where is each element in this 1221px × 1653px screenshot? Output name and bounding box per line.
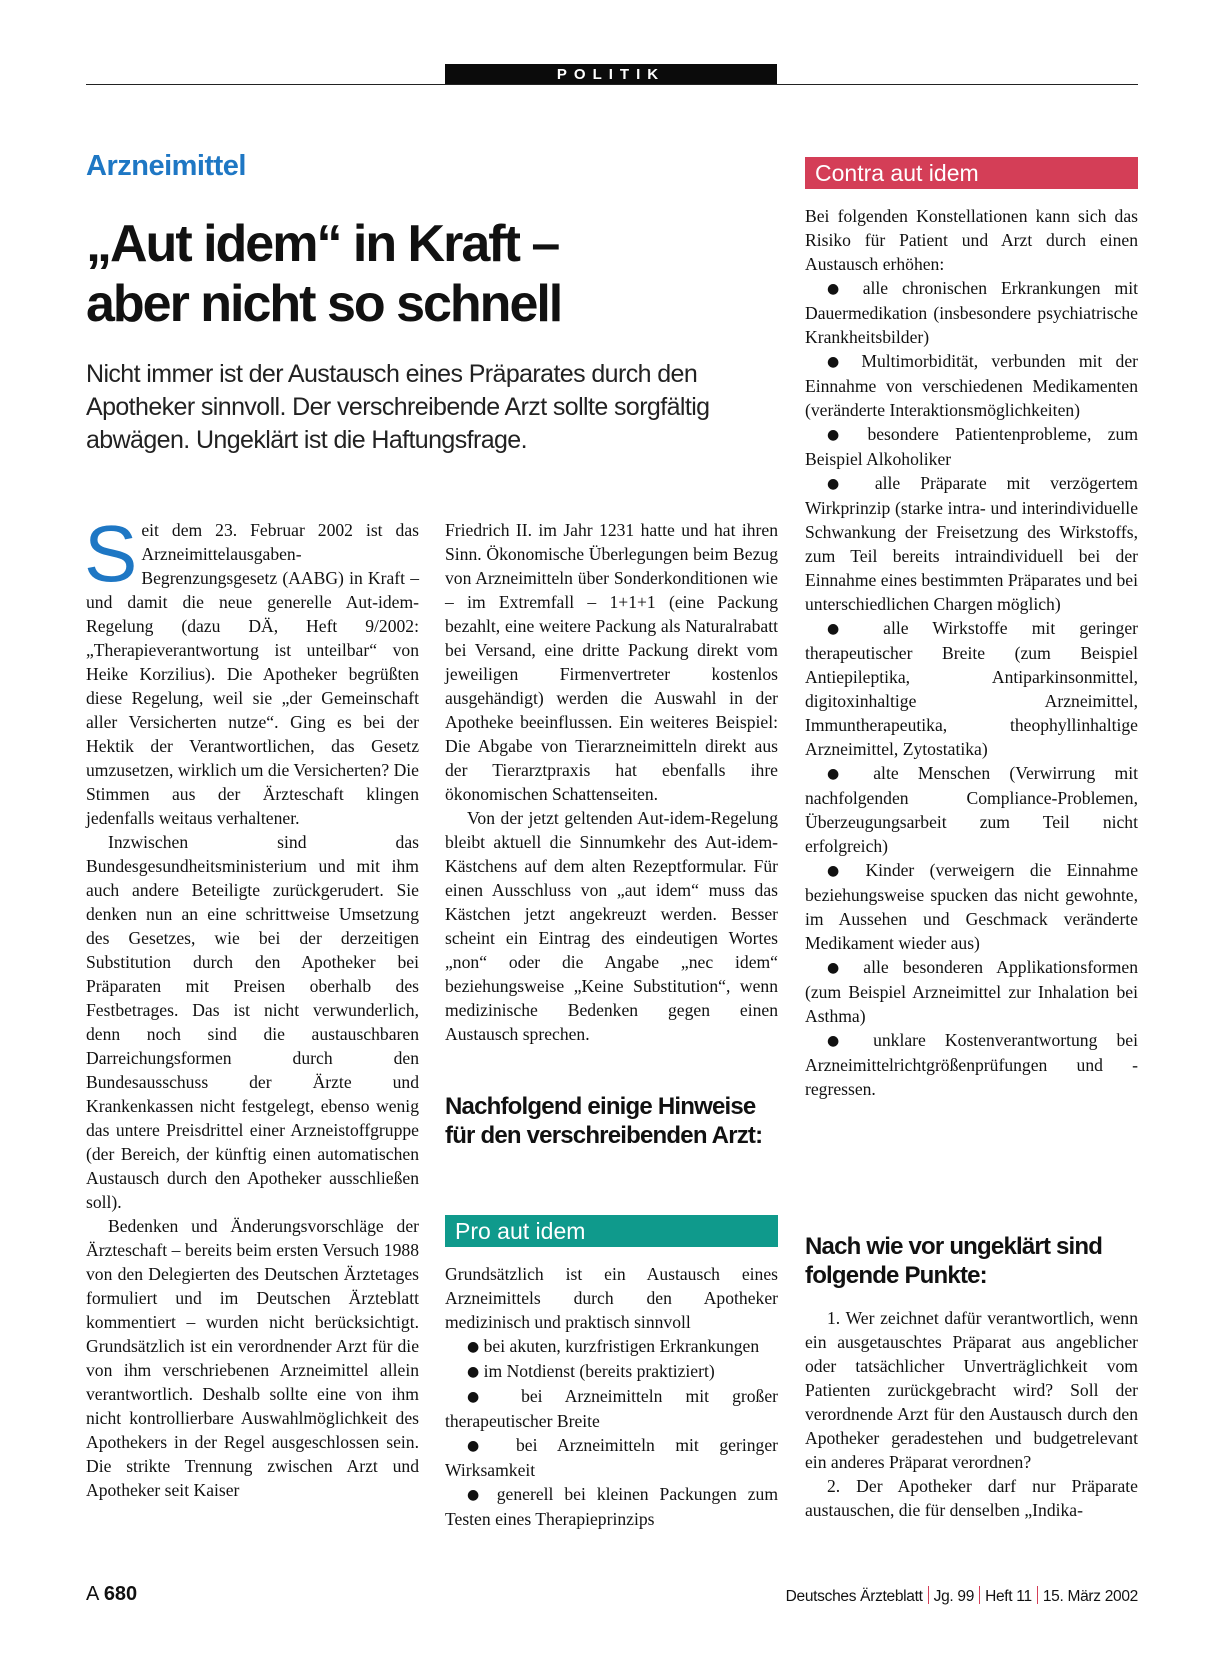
header-rule: [86, 84, 1138, 85]
separator: [979, 1586, 980, 1604]
bullet-icon: ●: [827, 1033, 854, 1049]
bullet-icon: ●: [467, 1389, 498, 1405]
article-column-1: [84, 509, 419, 1502]
open-questions-heading: Nach wie vor ungeklärt sind folgende Punkte:: [805, 1233, 1103, 1289]
paragraph: Friedrich II. im Jahr 1231 hatte und hat ihren Sinn. Ökonomische Überlegungen beim Bezug von Arzneimitteln über Sonderkonditionen wie – im Extremfall – 1+1+1 (eine Packung bezahlt, eine weitere Packung als Naturalrabatt bei Versand, eine dritte Packung direkt vom jeweiligen Firmenvertreter kostenlos ausgehändigt) werden die Auswahl in der Apotheke beeinflussen. Ein weiteres Beispiel: Die Abgabe von Tierarzneimitteln direkt aus der Tierarztpraxis hat ebenfalls ihre ökonomischen Schattenseiten.: [445, 520, 778, 804]
bullet-icon: ●: [467, 1364, 480, 1380]
paragraph: Bedenken und Änderungsvorschläge der Ärzteschaft – bereits beim ersten Versuch 1988 von den Delegierten des Deutschen Ärztetages formuliert und im Deutschen Ärzteblatt kommentiert – wurden nicht berücksichtigt. Grundsätzlich ist ein verordnender Arzt für die von ihm verschriebenen Arzneimittel allein verantwortlich. Deshalb sollte eine von ihm nicht kontrollierbare Auswahlmöglichkeit des Apothekers in der Regel ausgeschlossen sein. Die strikte Trennung zwischen Arzt und Apotheker seit Kaiser: [86, 1216, 419, 1500]
list-item: ● unklare Kostenverantwortung bei Arzneimittelrichtgrößenprüfungen und -regressen.: [805, 1030, 1138, 1099]
paragraph: eit dem 23. Februar 2002 ist das Arzneimittelausgaben-Begrenzungsgesetz (AABG) in Kraft – und damit die neue generelle Aut-idem-Regelung (dazu DÄ, Heft 9/2002: „Therapieverantwortung ist unteilbar“ von Heike Korzilius). Die Apotheker begrüßten diese Regelung, weil sie „der Gemeinschaft aller Versicherten nutze“. Ging es bei der Hektik der Verantwortlichen, das Gesetz umzusetzen, wirklich um die Versicherten? Die Stimmen aus der Ärzteschaft klingen jedenfalls weitaus verhaltener.: [86, 520, 419, 828]
journal-name: Deutsches Ärzteblatt: [785, 1588, 923, 1605]
list-item: ● besondere Patientenprobleme, zum Beispiel Alkoholiker: [805, 424, 1138, 469]
list-item: ● bei Arzneimitteln mit geringer Wirksamkeit: [445, 1435, 778, 1480]
bullet-icon: ●: [467, 1438, 496, 1454]
section-label: POLITIK: [445, 64, 777, 85]
bullet-icon: ●: [827, 281, 849, 297]
bullet-icon: ●: [467, 1487, 486, 1503]
page-number: A 680: [86, 1583, 138, 1605]
bullet-icon: ●: [827, 766, 855, 782]
bullet-icon: ●: [827, 354, 849, 370]
article-lead: Nicht immer ist der Austausch eines Präparates durch den Apotheker sinnvoll. Der verschreibende Arzt sollte sorgfältig abwägen. Ungeklärt ist die Haftungsfrage.: [86, 360, 710, 454]
list-item: ● bei Arzneimitteln mit großer therapeutischer Breite: [445, 1386, 779, 1431]
article-kicker: Arzneimittel: [86, 150, 246, 182]
list-item: ● im Notdienst (bereits praktiziert): [467, 1361, 715, 1381]
list-item: ● alle chronischen Erkrankungen mit Dauermedikation (insbesondere psychiatrische Krankheitsbilder): [805, 278, 1138, 347]
headline-line-1: „Aut idem“ in Kraft –: [86, 215, 559, 273]
open-questions-body: [805, 1306, 1138, 1522]
list-item: ● Kinder (verweigern die Einnahme beziehungsweise spucken das nicht gewohnte, im Aussehen und Geschmack veränderte Medikament wieder aus): [805, 860, 1138, 953]
article-column-2: [445, 518, 778, 1046]
bullet-icon: ●: [827, 427, 852, 443]
list-item: 1. Wer zeichnet dafür verantwortlich, wenn ein ausgetauschtes Präparat aus angeblicher oder tatsächlicher Unverträglichkeit vom Patienten zurückgebracht wird? Soll der verordnende Arzt für den Austausch durch den Apotheker geradestehen und budgetrelevant ein anderes Präparat verordnen?: [805, 1308, 1138, 1472]
journal-volume: Jg. 99: [933, 1588, 975, 1605]
contra-intro: Bei folgenden Konstellationen kann sich das Risiko für Patient und Arzt durch einen Austausch erhöhen:: [805, 206, 1138, 274]
article-headline: [86, 214, 686, 334]
bullet-icon: ●: [467, 1339, 480, 1355]
journal-info: [786, 1586, 1138, 1606]
list-item: ● alle Wirkstoffe mit geringer therapeutischer Breite (zum Beispiel Antiepileptika, Antiparkinsonmittel, digitoxinhaltige Arzneimittel, Immuntherapeutika, theophyllinhaltige Arzneimittel, Zytostatika): [805, 618, 1138, 759]
list-item: ● bei akuten, kurzfristigen Erkrankungen: [467, 1336, 760, 1356]
list-item: ● Multimorbidität, verbunden mit der Einnahme von verschiedenen Medikamenten (veränderte Interaktionsmöglichkeiten): [805, 351, 1139, 420]
list-item: 2. Der Apotheker darf nur Präparate austauschen, die für denselben „Indika-: [805, 1476, 1138, 1520]
headline-line-2: aber nicht so schnell: [86, 275, 562, 333]
hints-heading: Nachfolgend einige Hinweise für den verschreibenden Arzt:: [445, 1093, 763, 1149]
list-item: ● alte Menschen (Verwirrung mit nachfolgenden Compliance-Problemen, Überzeugungsarbeit zum Teil nicht erfolgreich): [805, 763, 1139, 856]
separator: [928, 1586, 929, 1604]
list-item: ● alle Präparate mit verzögertem Wirkprinzip (starke intra- und interindividuelle Schwankung der Freisetzung des Wirkstoffs, zum Teil bereits intraindividuell bei der Einnahme eines bestimmten Präparates und bei unterschiedlichen Chargen möglich): [805, 473, 1138, 614]
bullet-icon: ●: [827, 476, 855, 492]
drop-cap: S: [84, 509, 138, 598]
journal-date: 15. März 2002: [1042, 1588, 1138, 1605]
bullet-icon: ●: [827, 863, 851, 879]
list-item: ● generell bei kleinen Packungen zum Testen eines Therapieprinzips: [445, 1484, 779, 1529]
bullet-icon: ●: [827, 621, 859, 637]
pro-intro: Grundsätzlich ist ein Austausch eines Arzneimittels durch den Apotheker medizinisch und praktisch sinnvoll: [445, 1264, 778, 1332]
paragraph: Von der jetzt geltenden Aut-idem-Regelung bleibt aktuell die Sinnumkehr des Aut-idem-Kästchens auf dem alten Rezeptformular. Für einen Ausschluss von „aut idem“ muss das Kästchen jetzt angekreuzt werden. Besser scheint ein Eintrag des eindeutigen Wortes „non“ oder die Angabe „nec idem“ beziehungsweise „Keine Substitution“, wenn medizinische Bedenken gegen einen Austausch sprechen.: [445, 808, 778, 1044]
bullet-icon: ●: [827, 960, 850, 976]
pro-box-title: Pro aut idem: [445, 1215, 778, 1247]
separator: [1037, 1586, 1038, 1604]
contra-box-body: [805, 204, 1138, 1101]
paragraph: Inzwischen sind das Bundesgesundheitsministerium und mit ihm auch andere Beteiligte zurückgerudert. Sie denken nun an eine schrittweise Umsetzung des Gesetzes, wie bei der derzeitigen Substitution durch den Apotheker bei Präparaten mit Preisen oberhalb des Festbetrages. Das ist nicht verwunderlich, denn noch sind die austauschbaren Darreichungsformen durch den Bundesausschuss der Ärzte und Krankenkassen nicht festgelegt, ebenso wenig das untere Preisdrittel einer Arzneistoffgruppe (der Bereich, der künftig einen automatischen Austausch durch den Apotheker ausschließen soll).: [86, 832, 419, 1212]
contra-box-title: Contra aut idem: [805, 157, 1138, 189]
pro-box-body: [445, 1262, 778, 1531]
list-item: ● alle besonderen Applikationsformen (zum Beispiel Arzneimittel zur Inhalation bei Asthma): [805, 957, 1139, 1026]
journal-issue: Heft 11: [985, 1588, 1032, 1605]
